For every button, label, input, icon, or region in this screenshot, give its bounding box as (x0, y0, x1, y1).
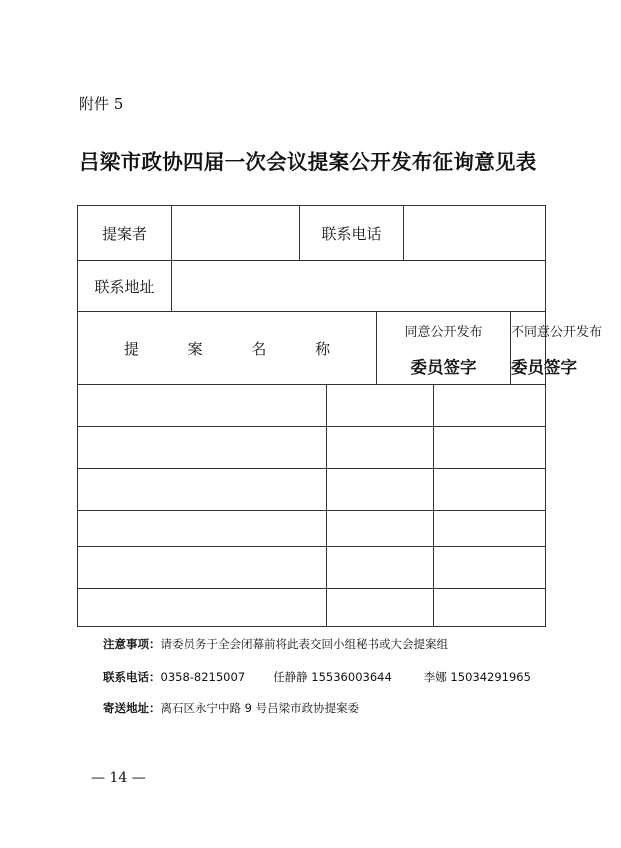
table-row (78, 589, 546, 627)
proposer-label: 提案者 (78, 206, 172, 261)
table-row (78, 427, 546, 469)
agree-header (377, 312, 511, 385)
agree-sign-cell[interactable] (327, 511, 434, 547)
mail-text: 离石区永宁中路 9 号吕梁市政协提案委 (160, 701, 360, 715)
disagree-sign-cell[interactable] (434, 427, 546, 469)
page-number: — 14 — (91, 770, 146, 786)
proposal-name-cell[interactable] (78, 589, 327, 627)
agree-header-sign: 委员签字 (410, 357, 477, 377)
proposal-entries-table (77, 384, 546, 627)
disagree-sign-cell[interactable] (434, 547, 546, 589)
contact-label: 联系电话： (103, 670, 161, 684)
proposal-name-cell[interactable] (78, 511, 327, 547)
header-row (78, 312, 546, 385)
notice-line (103, 636, 448, 652)
notice-label: 注意事项： (103, 637, 161, 651)
proposal-form-table (77, 205, 603, 385)
agree-sign-cell[interactable] (327, 427, 434, 469)
notice-text: 请委员务于全会闭幕前将此表交回小组秘书或大会提案组 (160, 637, 448, 651)
proposal-name-cell[interactable] (78, 427, 327, 469)
disagree-header-sign: 委员签字 (511, 357, 578, 377)
agree-sign-cell[interactable] (327, 385, 434, 427)
address-field[interactable] (172, 261, 546, 312)
disagree-sign-cell[interactable] (434, 589, 546, 627)
mail-line (103, 700, 359, 716)
contact-person-1: 任静静 15536003644 (273, 670, 392, 684)
disagree-sign-cell[interactable] (434, 385, 546, 427)
table-row (78, 511, 546, 547)
address-row (78, 261, 546, 312)
mail-label: 寄送地址： (103, 701, 161, 715)
disagree-header (511, 312, 603, 385)
proposal-name-header: 提 案 名 称 (78, 312, 377, 385)
document-title: 吕梁市政协四届一次会议提案公开发布征询意见表 (79, 150, 537, 174)
agree-header-top: 同意公开发布 (404, 324, 483, 340)
table-row (78, 469, 546, 511)
disagree-sign-cell[interactable] (434, 469, 546, 511)
proposer-field[interactable] (172, 206, 300, 261)
disagree-sign-cell[interactable] (434, 511, 546, 547)
contact-person-2: 李娜 15034291965 (423, 670, 531, 684)
proposer-row (78, 206, 546, 261)
agree-sign-cell[interactable] (327, 589, 434, 627)
disagree-header-top: 不同意公开发布 (511, 324, 603, 340)
proposal-name-cell[interactable] (78, 547, 327, 589)
phone-label: 联系电话 (300, 206, 404, 261)
attachment-label: 附件 5 (79, 95, 124, 113)
address-label: 联系地址 (78, 261, 172, 312)
agree-sign-cell[interactable] (327, 547, 434, 589)
phone-field[interactable] (404, 206, 546, 261)
contact-phone: 0358-8215007 (160, 670, 246, 684)
proposal-name-cell[interactable] (78, 385, 327, 427)
proposal-name-cell[interactable] (78, 469, 327, 511)
table-row (78, 547, 546, 589)
contact-line (103, 669, 531, 685)
table-row (78, 385, 546, 427)
agree-sign-cell[interactable] (327, 469, 434, 511)
